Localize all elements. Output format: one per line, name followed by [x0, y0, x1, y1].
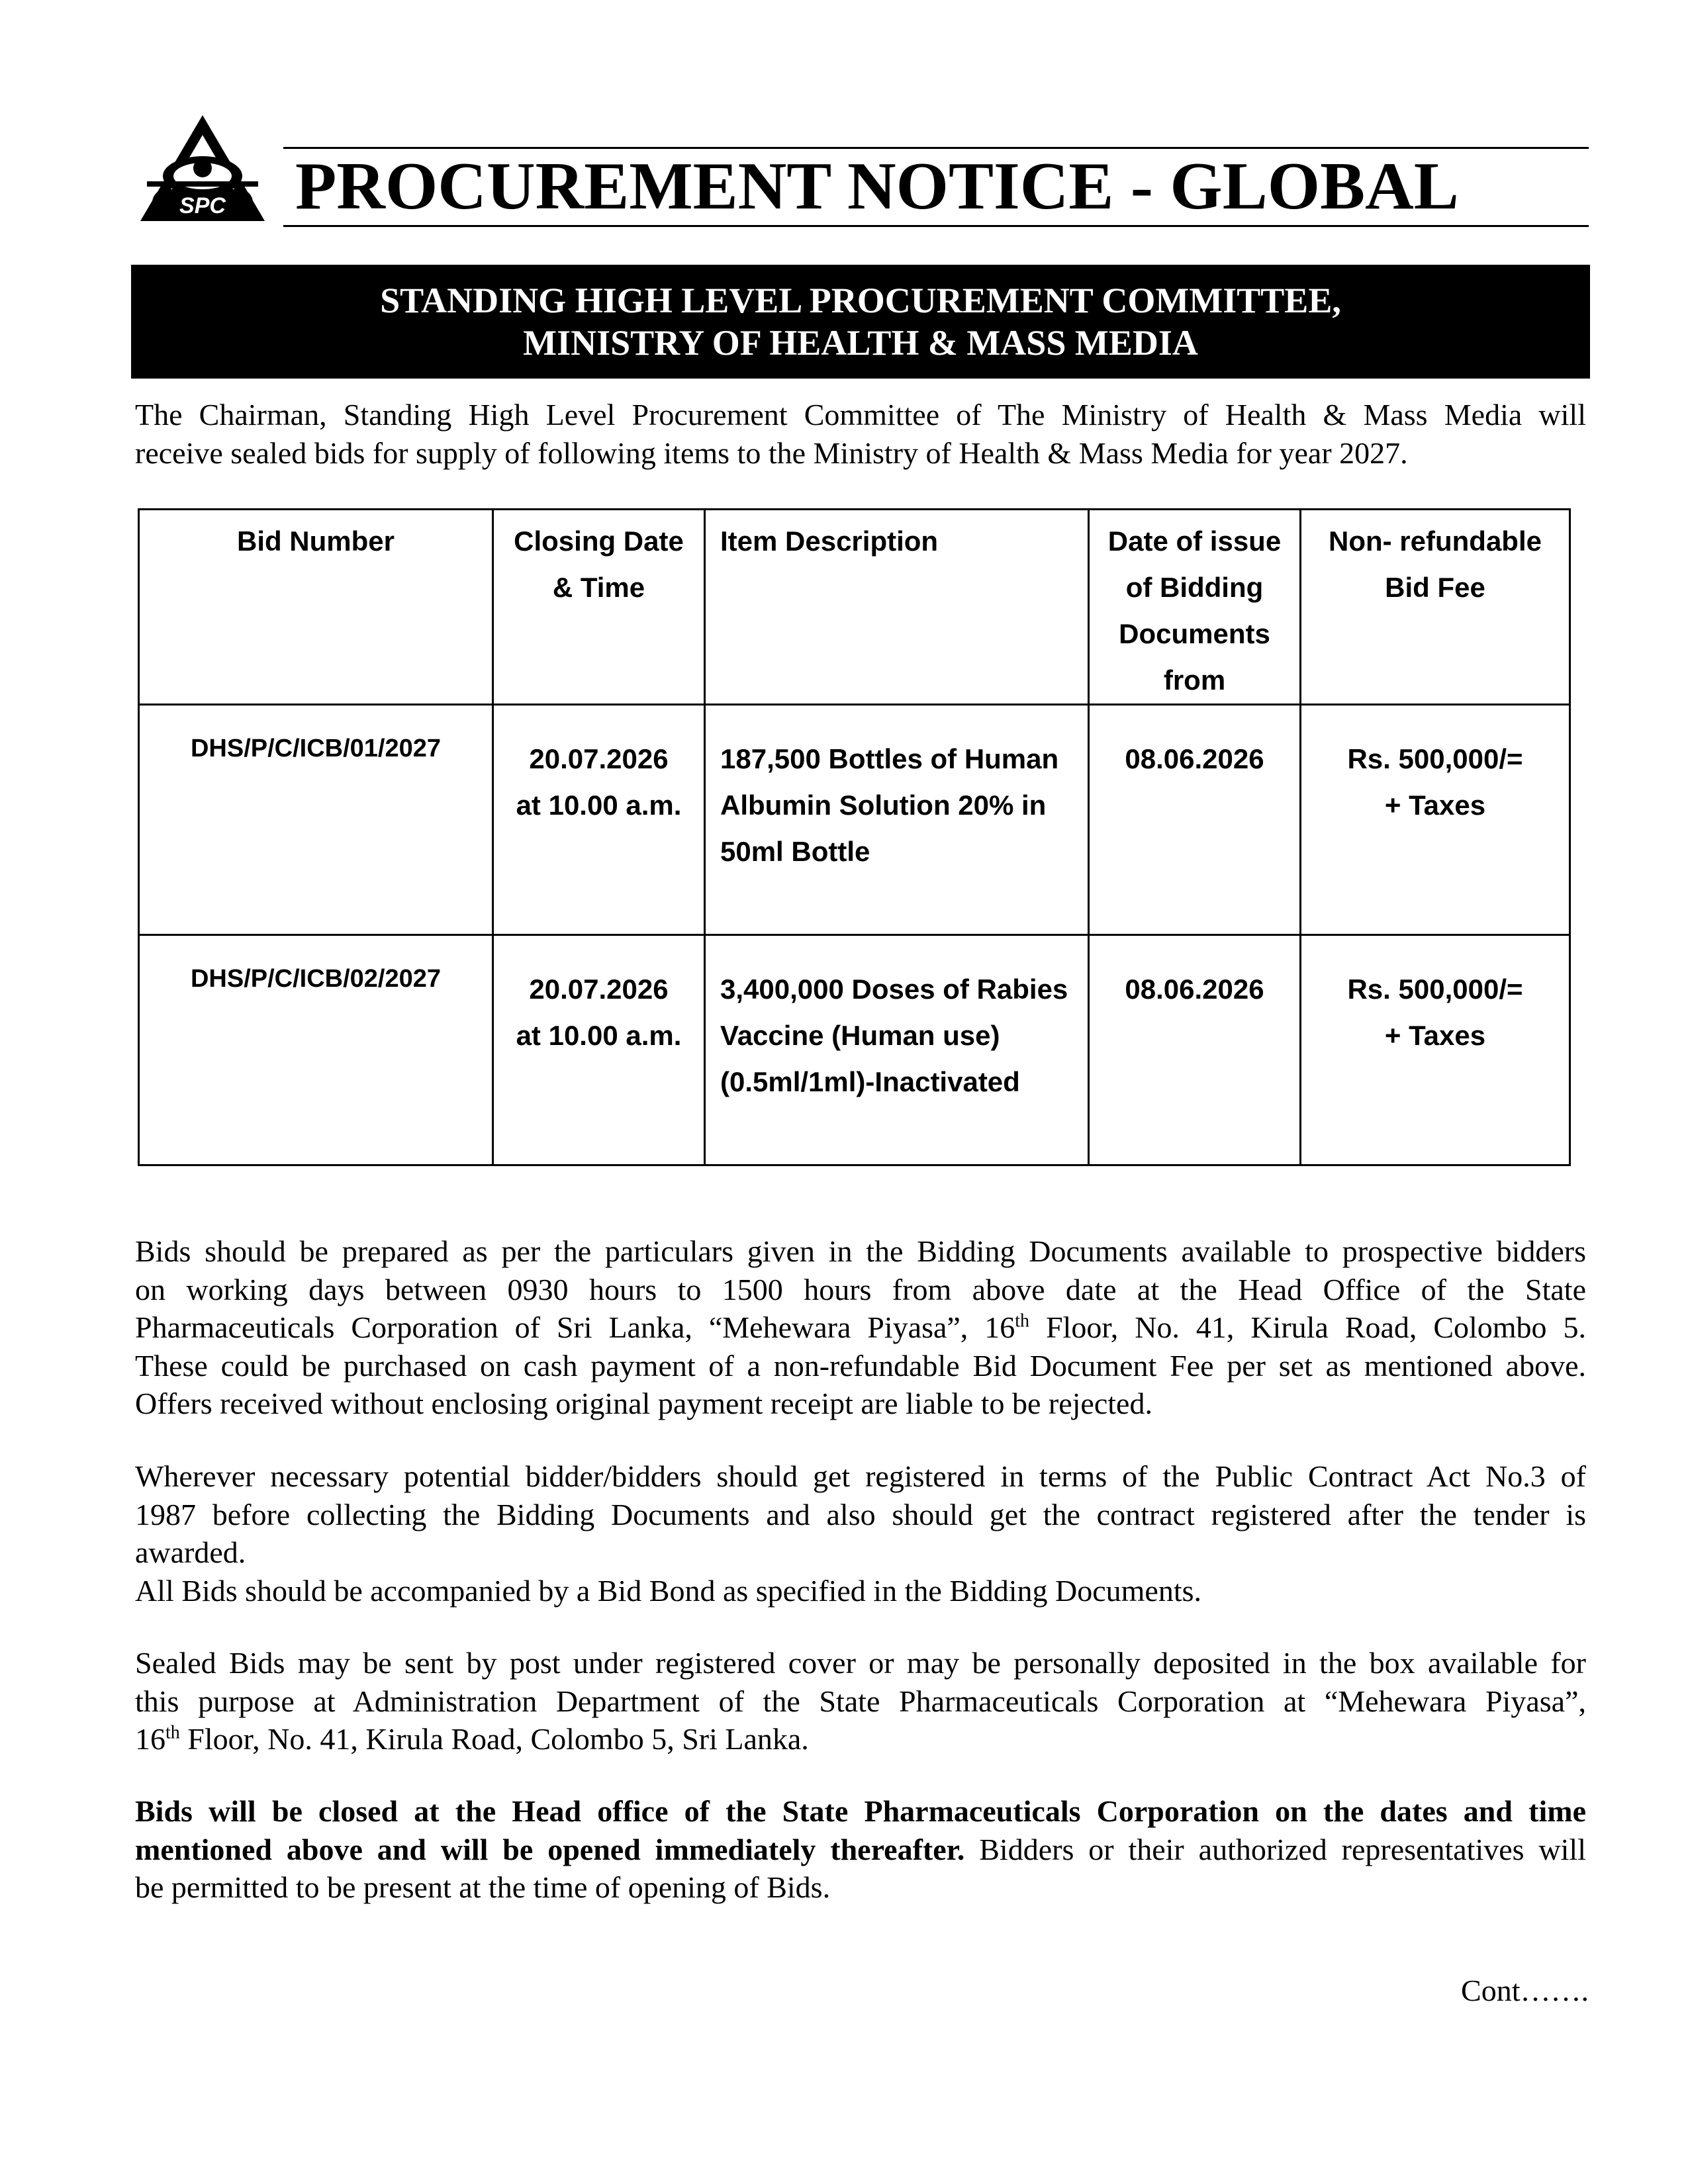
paragraph-line: 16th Floor, No. 41, Kirula Road, Colombo 5, Sri Lanka.: [135, 1722, 809, 1756]
closing-date-cell: 20.07.2026 at 10.00 a.m.: [493, 705, 705, 935]
intro-line: receive sealed bids for supply of following items to the Ministry of Health & Mass Media for year 2027.: [135, 435, 1408, 470]
intro-paragraph: [135, 396, 1586, 472]
banner-line-1: STANDING HIGH LEVEL PROCUREMENT COMMITTEE,: [380, 281, 1341, 320]
header-item-description: Item Description: [705, 510, 1089, 705]
bid-fee-cell: Rs. 500,000/= + Taxes: [1301, 935, 1570, 1165]
paragraph-line: All Bids should be accompanied by a Bid Bond as specified in the Bidding Documents.: [135, 1573, 1202, 1608]
closing-paragraph: [135, 1792, 1586, 1907]
issue-date-cell: 08.06.2026: [1089, 705, 1301, 935]
paragraph-line: Offers received without enclosing original payment receipt are liable to be rejected.: [135, 1387, 1152, 1420]
paragraph-line: Bids should be prepared as per the particulars given in the Bidding Documents available to prospective bidders: [135, 1234, 1586, 1268]
bid-number-cell: DHS/P/C/ICB/02/2027: [139, 935, 493, 1165]
logo-text: SPC: [179, 193, 226, 218]
paragraph-line: be permitted to be present at the time of opening of Bids.: [135, 1870, 831, 1904]
bid-number-cell: DHS/P/C/ICB/01/2027: [139, 705, 493, 935]
paragraph-line: Wherever necessary potential bidder/bidders should get registered in terms of the Public Contract Act No.3 of: [135, 1459, 1586, 1493]
closing-date-cell: 20.07.2026 at 10.00 a.m.: [493, 935, 705, 1165]
title-rule-bottom: [283, 225, 1589, 227]
table-row: [139, 935, 1570, 1165]
header-bid-fee: Non- refundable Bid Fee: [1301, 510, 1570, 705]
page-title: PROCUREMENT NOTICE - GLOBAL: [295, 149, 1459, 224]
table-row: [139, 705, 1570, 935]
paragraph-line: Pharmaceuticals Corporation of Sri Lanka, “Mehewara Piyasa”, 16th Floor, No. 41, Kirula Road, Colombo 5.: [135, 1310, 1586, 1344]
bids-table: [138, 508, 1571, 1166]
header-closing-date: Closing Date & Time: [493, 510, 705, 705]
header-issue-date: Date of issue of Bidding Documents from: [1089, 510, 1301, 705]
paragraph-line: Sealed Bids may be sent by post under registered cover or may be personally deposited in the box available for: [135, 1646, 1586, 1680]
submission-paragraph: [135, 1644, 1586, 1758]
continued-note: Cont…….: [1461, 1974, 1589, 2007]
banner-line-2: MINISTRY OF HEALTH & MASS MEDIA: [523, 323, 1198, 363]
spc-logo: [138, 113, 267, 224]
paragraph-line: mentioned above and will be opened immediately thereafter. Bidders or their authorized representatives will: [135, 1832, 1586, 1866]
header-bid-number: Bid Number: [139, 510, 493, 705]
paragraph-line: These could be purchased on cash payment of a non-refundable Bid Document Fee per set as mentioned above.: [135, 1348, 1586, 1383]
table-header-row: [139, 510, 1570, 705]
intro-line: The Chairman, Standing High Level Procurement Committee of The Ministry of Health & Mass Media will: [135, 398, 1586, 432]
committee-banner: [131, 265, 1590, 379]
registration-paragraph: [135, 1457, 1586, 1610]
bidding-documents-paragraph: [135, 1232, 1586, 1423]
paragraph-line: Bids will be closed at the Head office of the State Pharmaceuticals Corporation on the dates and time: [135, 1794, 1586, 1828]
issue-date-cell: 08.06.2026: [1089, 935, 1301, 1165]
item-description-cell: 3,400,000 Doses of Rabies Vaccine (Human use) (0.5ml/1ml)-Inactivated: [705, 935, 1089, 1165]
paragraph-line: on working days between 0930 hours to 1500 hours from above date at the Head Office of the State: [135, 1272, 1586, 1306]
paragraph-line: this purpose at Administration Department of the State Pharmaceuticals Corporation at “Mehewara Piyasa”,: [135, 1684, 1586, 1718]
paragraph-line: awarded.: [135, 1535, 246, 1569]
paragraph-line: 1987 before collecting the Bidding Documents and also should get the contract registered after the tender is: [135, 1497, 1586, 1531]
bid-fee-cell: Rs. 500,000/= + Taxes: [1301, 705, 1570, 935]
item-description-cell: 187,500 Bottles of Human Albumin Solution 20% in 50ml Bottle: [705, 705, 1089, 935]
